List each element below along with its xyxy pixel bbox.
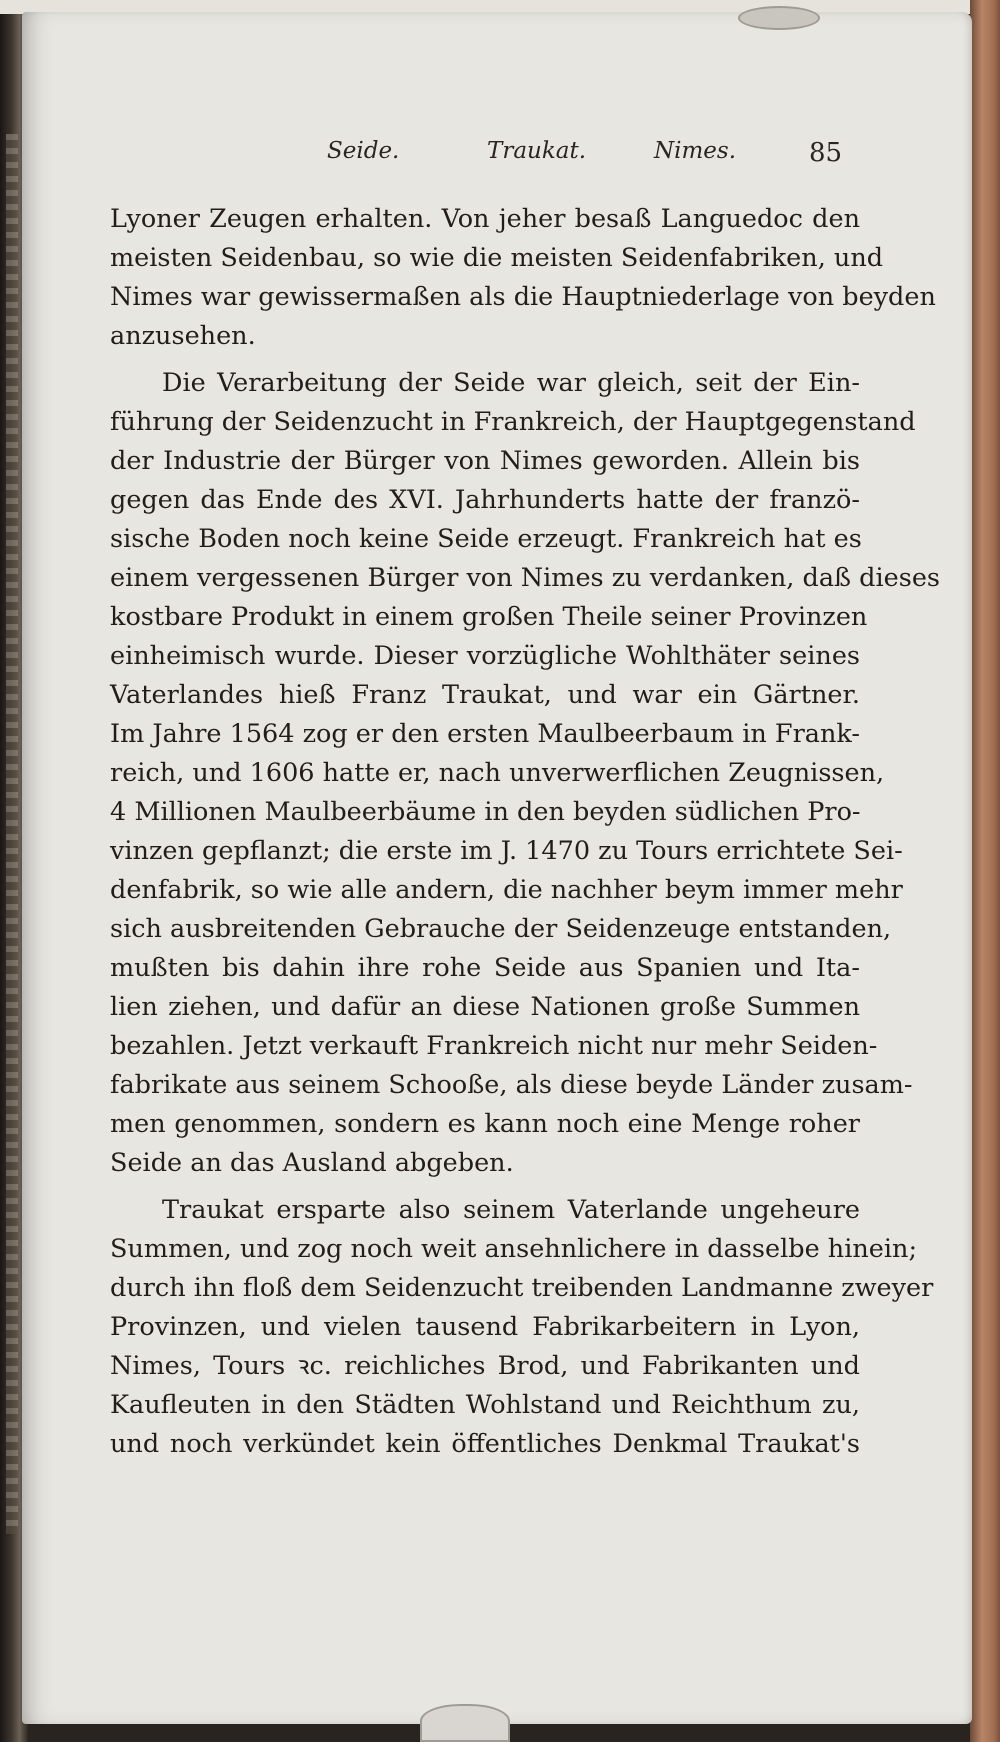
text-line: anzusehen. [110,321,256,351]
text-line: und noch verkündet kein öffentliches Denkmal Traukat's [110,1429,860,1459]
text-line: Kaufleuten in den Städten Wohlstand und Reichthum zu, [110,1390,860,1420]
text-line: Im Jahre 1564 zog er den ersten Maulbeerbaum in Frank- [110,719,861,749]
text-line: vinzen gepflanzt; die erste im J. 1470 zu Tours errichtete Sei- [110,836,903,866]
text-line: einem vergessenen Bürger von Nimes zu verdanken, daß dieses [110,563,941,593]
paragraph-gap [110,1183,860,1191]
header-center: Traukat. [487,138,587,164]
text-line: Die Verarbeitung der Seide war gleich, seit der Ein- [162,368,860,398]
text-line: kostbare Produkt in einem großen Theile seiner Provinzen [110,602,868,632]
text-line: bezahlen. Jetzt verkauft Frankreich nicht nur mehr Seiden- [110,1031,878,1061]
text-line: sische Boden noch keine Seide erzeugt. Frankreich hat es [110,524,862,554]
text-line: führung der Seidenzucht in Frankreich, der Hauptgegenstand [110,407,916,437]
text-line: 4 Millionen Maulbeerbäume in den beyden südlichen Pro- [110,797,861,827]
text-line: Lyoner Zeugen erhalten. Von jeher besaß Languedoc den [110,204,860,234]
header-right: Nimes. [654,138,737,164]
page-clip-bottom [420,1704,510,1742]
text-line: der Industrie der Bürger von Nimes geworden. Allein bis [110,446,860,476]
text-line: Traukat ersparte also seinem Vaterlande ungeheure [162,1195,860,1225]
text-line: Nimes, Tours ꝛc. reichliches Brod, und Fabrikanten und [110,1351,860,1381]
text-line: Provinzen, und vielen tausend Fabrikarbeitern in Lyon, [110,1312,860,1342]
text-line: sich ausbreitenden Gebrauche der Seidenzeuge entstanden, [110,914,892,944]
book-page [22,12,972,1724]
paragraph-gap [110,356,860,364]
text-line: Nimes war gewissermaßen als die Hauptniederlage von beyden [110,282,936,312]
header-left: Seide. [327,138,400,164]
text-line: mußten bis dahin ihre rohe Seide aus Spanien und Ita- [110,953,860,983]
text-line: einheimisch wurde. Dieser vorzügliche Wohlthäter seines [110,641,860,671]
text-line: denfabrik, so wie alle andern, die nachher beym immer mehr [110,875,903,905]
text-line: meisten Seidenbau, so wie die meisten Seidenfabriken, und [110,243,884,273]
text-line: durch ihn floß dem Seidenzucht treibenden Landmanne zweyer [110,1273,934,1303]
book-cover-edge [970,0,1000,1742]
page-clip-top [738,6,820,30]
text-line: reich, und 1606 hatte er, nach unverwerflichen Zeugnissen, [110,758,885,788]
body-text [110,200,941,1464]
text-line: Seide an das Ausland abgeben. [110,1148,514,1178]
text-line: gegen das Ende des XVI. Jahrhunderts hatte der franzö- [110,485,860,515]
text-line: fabrikate aus seinem Schooße, als diese beyde Länder zusam- [110,1070,913,1100]
text-line: men genommen, sondern es kann noch eine Menge roher [110,1109,860,1139]
text-line: lien ziehen, und dafür an diese Nationen große Summen [110,992,860,1022]
text-line: Vaterlandes hieß Franz Traukat, und war ein Gärtner. [110,680,860,710]
page-number: 85 [809,138,843,168]
running-header [22,138,972,178]
text-line: Summen, und zog noch weit ansehnlichere in dasselbe hinein; [110,1234,918,1264]
page-edge-strip [6,134,18,1534]
